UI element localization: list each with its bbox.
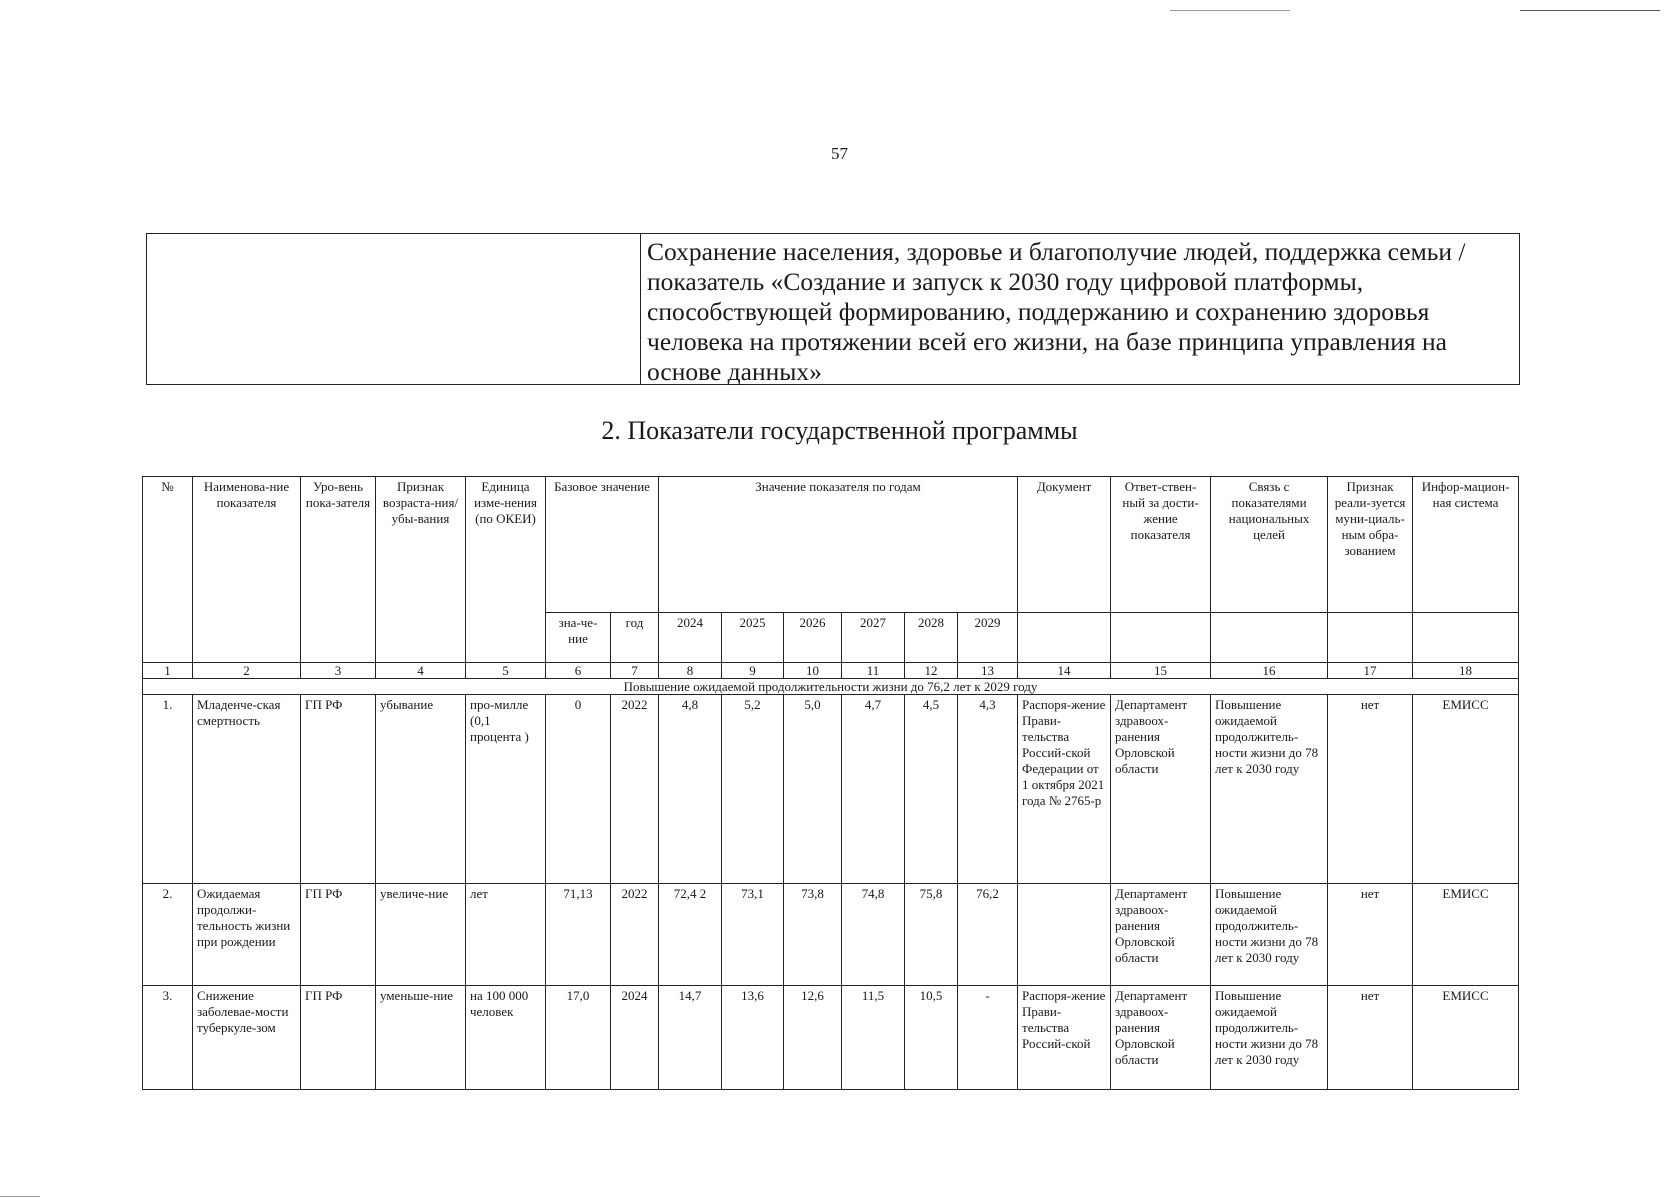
column-number: 5 bbox=[466, 663, 546, 679]
column-number: 6 bbox=[546, 663, 611, 679]
column-number: 11 bbox=[842, 663, 905, 679]
row-value-2025: 5,2 bbox=[722, 695, 784, 884]
header-info-system: Инфор-мацион-ная система bbox=[1413, 477, 1519, 613]
row-value-2028: 10,5 bbox=[905, 986, 958, 1090]
header-responsible: Ответ-ствен-ный за дости-жение показателя bbox=[1111, 477, 1211, 613]
column-number: 9 bbox=[722, 663, 784, 679]
section-row-title: Повышение ожидаемой продолжительности жизни до 76,2 лет к 2029 году bbox=[143, 679, 1519, 695]
row-info-system: ЕМИСС bbox=[1413, 884, 1519, 986]
header-base: Базовое значение bbox=[546, 477, 659, 613]
header-link: Связь с показателями национальных целей bbox=[1211, 477, 1328, 613]
row-municipal: нет bbox=[1328, 884, 1413, 986]
row-document: Распоря-жение Прави-тельства Россий-ской Федерации от 1 октября 2021 года № 2765-р bbox=[1018, 695, 1111, 884]
table-row bbox=[143, 695, 1519, 884]
header-year-2025: 2025 bbox=[722, 613, 784, 663]
column-number: 16 bbox=[1211, 663, 1328, 679]
row-value-2024: 4,8 bbox=[659, 695, 722, 884]
column-number: 3 bbox=[301, 663, 376, 679]
column-number: 2 bbox=[193, 663, 301, 679]
header-year-2028: 2028 bbox=[905, 613, 958, 663]
row-base-year: 2022 bbox=[611, 884, 659, 986]
header-year-2029: 2029 bbox=[958, 613, 1018, 663]
section-row bbox=[143, 679, 1519, 695]
column-number: 15 bbox=[1111, 663, 1211, 679]
row-name: Ожидаемая продолжи-тельность жизни при рождении bbox=[193, 884, 301, 986]
row-responsible: Департамент здравоох-ранения Орловской области bbox=[1111, 986, 1211, 1090]
header-municipal: Признак реали-зуется муни-циаль-ным обра-зованием bbox=[1328, 477, 1413, 613]
row-unit: про-милле (0,1 процента ) bbox=[466, 695, 546, 884]
column-number: 14 bbox=[1018, 663, 1111, 679]
header-year-2027: 2027 bbox=[842, 613, 905, 663]
header-empty-16 bbox=[1211, 613, 1328, 663]
goal-text: Сохранение населения, здоровье и благополучие людей, поддержка семьи /показатель «Создание и запуск к 2030 году цифровой платформы, способствующей формированию, поддержанию и сохранению здоровья человека на протяжении всей его жизни, на базе принципа управления на основе данных» bbox=[647, 237, 1466, 386]
row-num: 3. bbox=[143, 986, 193, 1090]
row-value-2028: 75,8 bbox=[905, 884, 958, 986]
header-years-title: Значение показателя по годам bbox=[659, 477, 1018, 613]
row-value-2027: 4,7 bbox=[842, 695, 905, 884]
header-empty-15 bbox=[1111, 613, 1211, 663]
header-trend: Признак возраста-ния/убы-вания bbox=[376, 477, 466, 663]
row-trend: убывание bbox=[376, 695, 466, 884]
row-num: 1. bbox=[143, 695, 193, 884]
row-base-value: 17,0 bbox=[546, 986, 611, 1090]
header-year-2026: 2026 bbox=[784, 613, 842, 663]
row-base-value: 0 bbox=[546, 695, 611, 884]
header-unit: Единица изме-нения (по ОКЕИ) bbox=[466, 477, 546, 663]
row-responsible: Департамент здравоох-ранения Орловской области bbox=[1111, 695, 1211, 884]
column-number: 13 bbox=[958, 663, 1018, 679]
row-unit: на 100 000 человек bbox=[466, 986, 546, 1090]
row-value-2027: 74,8 bbox=[842, 884, 905, 986]
row-responsible: Департамент здравоох-ранения Орловской области bbox=[1111, 884, 1211, 986]
column-number: 4 bbox=[376, 663, 466, 679]
row-level: ГП РФ bbox=[301, 884, 376, 986]
column-numbers-row bbox=[143, 663, 1519, 679]
column-number: 8 bbox=[659, 663, 722, 679]
page-number: 57 bbox=[831, 144, 848, 163]
row-unit: лет bbox=[466, 884, 546, 986]
header-num: № bbox=[143, 477, 193, 663]
row-info-system: ЕМИСС bbox=[1413, 986, 1519, 1090]
header-empty-17 bbox=[1328, 613, 1413, 663]
row-value-2026: 73,8 bbox=[784, 884, 842, 986]
row-value-2027: 11,5 bbox=[842, 986, 905, 1090]
row-level: ГП РФ bbox=[301, 986, 376, 1090]
row-name: Младенче-ская смертность bbox=[193, 695, 301, 884]
row-value-2028: 4,5 bbox=[905, 695, 958, 884]
row-trend: увеличе-ние bbox=[376, 884, 466, 986]
row-value-2029: - bbox=[958, 986, 1018, 1090]
header-base-value: зна-че-ние bbox=[546, 613, 611, 663]
header-empty-14 bbox=[1018, 613, 1111, 663]
row-value-2029: 76,2 bbox=[958, 884, 1018, 986]
row-value-2024: 14,7 bbox=[659, 986, 722, 1090]
row-value-2024: 72,4 2 bbox=[659, 884, 722, 986]
row-base-value: 71,13 bbox=[546, 884, 611, 986]
header-year-2024: 2024 bbox=[659, 613, 722, 663]
scan-artifact-top bbox=[1170, 10, 1290, 11]
goal-box-empty-cell bbox=[147, 234, 641, 384]
header-row-1 bbox=[143, 477, 1519, 613]
row-num: 2. bbox=[143, 884, 193, 986]
scan-artifact-bottom-left bbox=[0, 1196, 40, 1197]
row-municipal: нет bbox=[1328, 695, 1413, 884]
header-document: Документ bbox=[1018, 477, 1111, 613]
row-info-system: ЕМИСС bbox=[1413, 695, 1519, 884]
row-base-year: 2024 bbox=[611, 986, 659, 1090]
row-link: Повышение ожидаемой продолжитель-ности жизни до 78 лет к 2030 году bbox=[1211, 695, 1328, 884]
row-link: Повышение ожидаемой продолжитель-ности жизни до 78 лет к 2030 году bbox=[1211, 884, 1328, 986]
goal-box bbox=[146, 233, 1520, 385]
section-title: 2. Показатели государственной программы bbox=[601, 416, 1078, 445]
row-name: Снижение заболевае-мости туберкуле-зом bbox=[193, 986, 301, 1090]
row-base-year: 2022 bbox=[611, 695, 659, 884]
row-municipal: нет bbox=[1328, 986, 1413, 1090]
row-value-2026: 12,6 bbox=[784, 986, 842, 1090]
row-value-2026: 5,0 bbox=[784, 695, 842, 884]
header-empty-18 bbox=[1413, 613, 1519, 663]
header-base-year: год bbox=[611, 613, 659, 663]
row-document: Распоря-жение Прави-тельства Россий-ской bbox=[1018, 986, 1111, 1090]
column-number: 12 bbox=[905, 663, 958, 679]
row-link: Повышение ожидаемой продолжитель-ности жизни до 78 лет к 2030 году bbox=[1211, 986, 1328, 1090]
row-value-2025: 13,6 bbox=[722, 986, 784, 1090]
column-number: 10 bbox=[784, 663, 842, 679]
row-document bbox=[1018, 884, 1111, 986]
indicators-table bbox=[142, 476, 1519, 1090]
table-row bbox=[143, 986, 1519, 1090]
column-number: 17 bbox=[1328, 663, 1413, 679]
scan-artifact-top-right bbox=[1520, 10, 1660, 11]
header-level: Уро-вень пока-зателя bbox=[301, 477, 376, 663]
row-value-2025: 73,1 bbox=[722, 884, 784, 986]
column-number: 18 bbox=[1413, 663, 1519, 679]
row-trend: уменьше-ние bbox=[376, 986, 466, 1090]
table-row bbox=[143, 884, 1519, 986]
header-name: Наименова-ние показателя bbox=[193, 477, 301, 663]
row-level: ГП РФ bbox=[301, 695, 376, 884]
column-number: 7 bbox=[611, 663, 659, 679]
row-value-2029: 4,3 bbox=[958, 695, 1018, 884]
column-number: 1 bbox=[143, 663, 193, 679]
